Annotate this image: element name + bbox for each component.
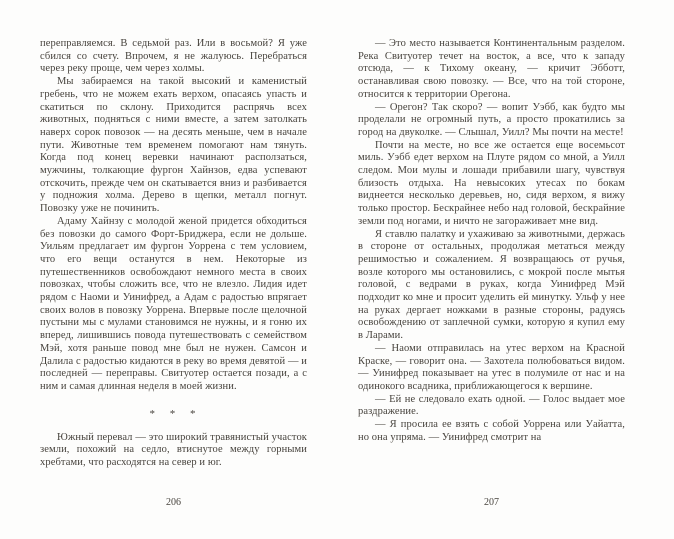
paragraph: — Орегон? Так скоро? — вопит Уэбб, как будто мы проделали не огромный путь, а просто прокатились за город на двуколке. — Слышал, Уилл? Мы почти на месте!: [358, 101, 625, 138]
section-separator: * * *: [149, 407, 198, 420]
page-left: [40, 0, 307, 539]
page-right: [358, 0, 625, 539]
paragraph: — Это место называется Континентальным разделом. Река Свитуотер течет на восток, а все, что к западу отсюда, — к Тихому океану, — кричит Эбботт, останавливая свою повозку. — Все, что на той стороне, относится к территории Орегона.: [358, 38, 625, 100]
page-number-right: 207: [484, 497, 499, 508]
paragraph: — Ей не следовало ехать одной. — Голос выдает мое раздражение.: [358, 393, 625, 418]
paragraph: — Наоми отправилась на утес верхом на Красной Краске, — говорит она. — Захотела полюбоваться видом. — Уинифред показывает на утес в полумиле от нас и на одинокого всадника, приближающегося к вершине.: [358, 342, 625, 392]
page-text-left: [40, 38, 307, 470]
paragraph: переправляемся. В седьмой раз. Или в восьмой? Я уже сбился со счету. Впрочем, я не жалуюсь. Перебраться через реку проще, чем через холмы.: [40, 38, 307, 75]
paragraph: Южный перевал — это широкий травянистый участок земли, похожий на седло, втиснутое между горными хребтами, что расходятся на север и юг.: [40, 431, 307, 469]
page-number-left: 206: [166, 497, 181, 508]
paragraph: Мы забираемся на такой высокий и каменистый гребень, что не можем ехать верхом, опасаясь упасть и скатиться по склону. Приходится распрячь всех животных, подняться с ними вместе, а затем затолкать наверх сорок повозок — на десять меньше, чем в начале пути. Животные тем временем помогают нам тянуть. Когда под конец веревки начинают расползаться, мужчины, толкающие фургон Хайнзов, едва успевают отскочить, прежде чем он скатывается вниз и разбивается у подножия холма. Дерево в щепки, металл погнут. Повозку уже не починить.: [40, 76, 307, 215]
paragraph: Я ставлю палатку и ухаживаю за животными, держась в стороне от остальных, продолжая метаться между решимостью и сожалением. Я возвращаюсь от ручья, возле которого мы остановились, с мокрой после мытья головой, с ведрами в руках, когда Уинифред Мэй подходит ко мне и просит уделить ей минутку. Ульф у нее на руках дергает ножками в разные стороны, радуясь освобождению от заплечной сумки, которую я купил ему в Ларами.: [358, 228, 625, 342]
paragraph: Почти на месте, но все же остается еще восемьсот миль. Уэбб едет верхом на Плуте рядом со мной, а Уилл следом. Мои мулы и лошади прибавили шагу, чувствуя близость отдыха. На невысоких утесах по бокам виднеется несколько деревьев, но, сидя верхом, я вижу только простор. Бескрайнее небо над головой, бескрайние земли под ногами, и ничто не загораживает мне вид.: [358, 139, 625, 227]
paragraph: — Я просила ее взять с собой Уоррена или Уайатта, но она упряма. — Уинифред смотрит на: [358, 419, 625, 443]
paragraph: Адаму Хайнзу с молодой женой придется обходиться без повозки до самого Форт-Бриджера, если не дольше. Уильям предлагает им фургон Уоррена с тем условием, что его вещи останутся в нем. Некоторые из путешественников освобождают немного места в своих повозках, чтобы сложить все, что не влезло. Лидия идет рядом с Наоми и Уинифред, а Адам с радостью впрягает своих волов в повозку Уоррена. Впервые после щелочной пустыни мы с мулами становимся не нужны, и я гоню их вперед, лишившись повода путешествовать с семейством Мэй, хотя раньше повод мне был не нужен. Самсон и Далила с радостью кидаются в реку во время девятой — и последней — переправы. Свитуотер остается позади, а с ним и самая длинная неделя в моей жизни.: [40, 215, 307, 392]
page-text-right: [358, 38, 625, 445]
